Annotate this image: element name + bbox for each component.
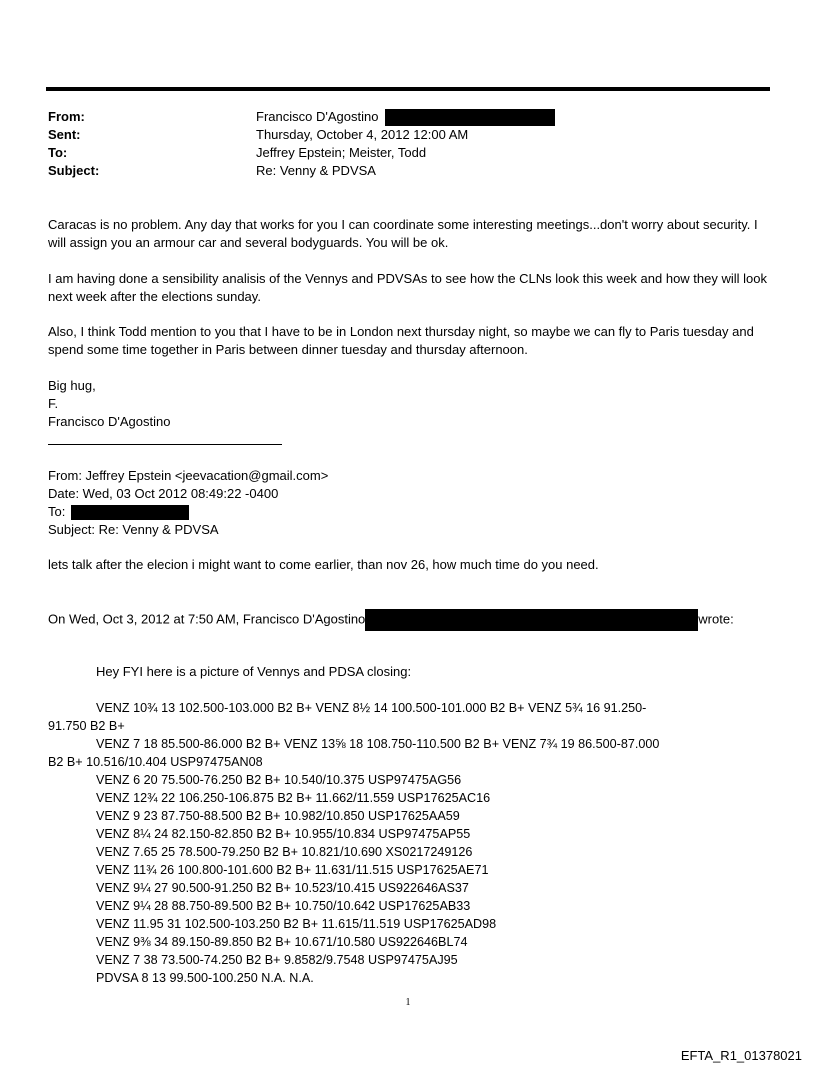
quoted-from: From: Jeffrey Epstein <jeevacation@gmail.com> [48, 468, 329, 483]
page-number: 1 [405, 997, 411, 1008]
bond-line: VENZ 11¾ 26 100.800-101.600 B2 B+ 11.631/11.515 USP17625AE71 [96, 863, 489, 877]
on-wrote-suffix: wrote: [698, 611, 734, 627]
bond-line: VENZ 9 23 87.750-88.500 B2 B+ 10.982/10.850 USP17625AA59 [96, 809, 460, 823]
bond-line: VENZ 11.95 31 102.500-103.250 B2 B+ 11.615/11.519 USP17625AD98 [96, 917, 497, 931]
paragraph-2: I am having done a sensibility analisis of the Vennys and PDVSAs to see how the CLNs look this week and how they will look next week after the elections sunday. [48, 271, 768, 304]
bond-line: B2 B+ 10.516/10.404 USP97475AN08 [48, 755, 263, 769]
bond-line: VENZ 7.65 25 78.500-79.250 B2 B+ 10.821/10.690 XS0217249126 [96, 845, 473, 859]
sent-label: Sent: [48, 127, 81, 142]
bond-line: VENZ 9¼ 27 90.500-91.250 B2 B+ 10.523/10.415 US922646AS37 [96, 881, 469, 895]
quoted-to [48, 503, 189, 521]
bond-line: VENZ 6 20 75.500-76.250 B2 B+ 10.540/10.375 USP97475AG56 [96, 773, 462, 787]
to-value: Jeffrey Epstein; Meister, Todd [256, 145, 427, 160]
initial: F. [48, 396, 59, 411]
signature-separator [48, 444, 282, 445]
bond-line: VENZ 9¼ 28 88.750-89.500 B2 B+ 10.750/10.642 USP17625AB33 [96, 899, 471, 913]
from-label: From: [48, 109, 85, 124]
bond-line: PDVSA 8 13 99.500-100.250 N.A. N.A. [96, 971, 314, 985]
signature: Francisco D'Agostino [48, 414, 171, 429]
subject-label: Subject: [48, 163, 100, 178]
header-rule [46, 87, 770, 91]
fyi-line: Hey FYI here is a picture of Vennys and PDSA closing: [96, 664, 412, 679]
redaction-bar [71, 505, 189, 520]
subject-value: Re: Venny & PDVSA [256, 163, 376, 178]
quoted-date: Date: Wed, 03 Oct 2012 08:49:22 -0400 [48, 486, 279, 501]
bond-line: VENZ 10¾ 13 102.500-103.000 B2 B+ VENZ 8½ 14 100.500-101.000 B2 B+ VENZ 5¾ 16 91.250- [96, 701, 647, 715]
bond-line: VENZ 9⅜ 34 89.150-89.850 B2 B+ 10.671/10.580 US922646BL74 [96, 935, 468, 949]
bond-line: VENZ 7 18 85.500-86.000 B2 B+ VENZ 13⅝ 18 108.750-110.500 B2 B+ VENZ 7¾ 19 86.500-87.000 [96, 737, 660, 751]
paragraph-3: Also, I think Todd mention to you that I have to be in London next thursday night, so maybe we can fly to Paris tuesday and spend some time together in Paris between dinner tuesday and thursday afternoon. [48, 324, 754, 357]
from-name: Francisco D'Agostino [256, 109, 379, 124]
from-value [256, 108, 555, 126]
on-wrote-prefix: On Wed, Oct 3, 2012 at 7:50 AM, Francisco D'Agostino [48, 611, 366, 627]
sent-value: Thursday, October 4, 2012 12:00 AM [256, 127, 469, 142]
quoted-to-label: To: [48, 504, 66, 519]
on-wrote [48, 609, 734, 631]
bond-line: VENZ 8¼ 24 82.150-82.850 B2 B+ 10.955/10.834 USP97475AP55 [96, 827, 471, 841]
bond-line: 91.750 B2 B+ [48, 719, 125, 733]
bond-line: VENZ 7 38 73.500-74.250 B2 B+ 9.8582/9.7548 USP97475AJ95 [96, 953, 458, 967]
bond-line: VENZ 12¾ 22 106.250-106.875 B2 B+ 11.662/11.559 USP17625AC16 [96, 791, 491, 805]
redaction-bar [365, 609, 698, 631]
footer-document-id: EFTA_R1_01378021 [680, 1048, 802, 1063]
quoted-message: lets talk after the elecion i might want to come earlier, than nov 26, how much time do you need. [48, 557, 599, 572]
redaction-bar [385, 109, 555, 126]
paragraph-1: Caracas is no problem. Any day that works for you I can coordinate some interesting meetings...don't worry about security. I will assign you an armour car and several bodyguards. You will be ok. [48, 217, 758, 250]
closing: Big hug, [48, 378, 96, 393]
quoted-subject: Subject: Re: Venny & PDVSA [48, 522, 219, 537]
to-label: To: [48, 145, 68, 160]
